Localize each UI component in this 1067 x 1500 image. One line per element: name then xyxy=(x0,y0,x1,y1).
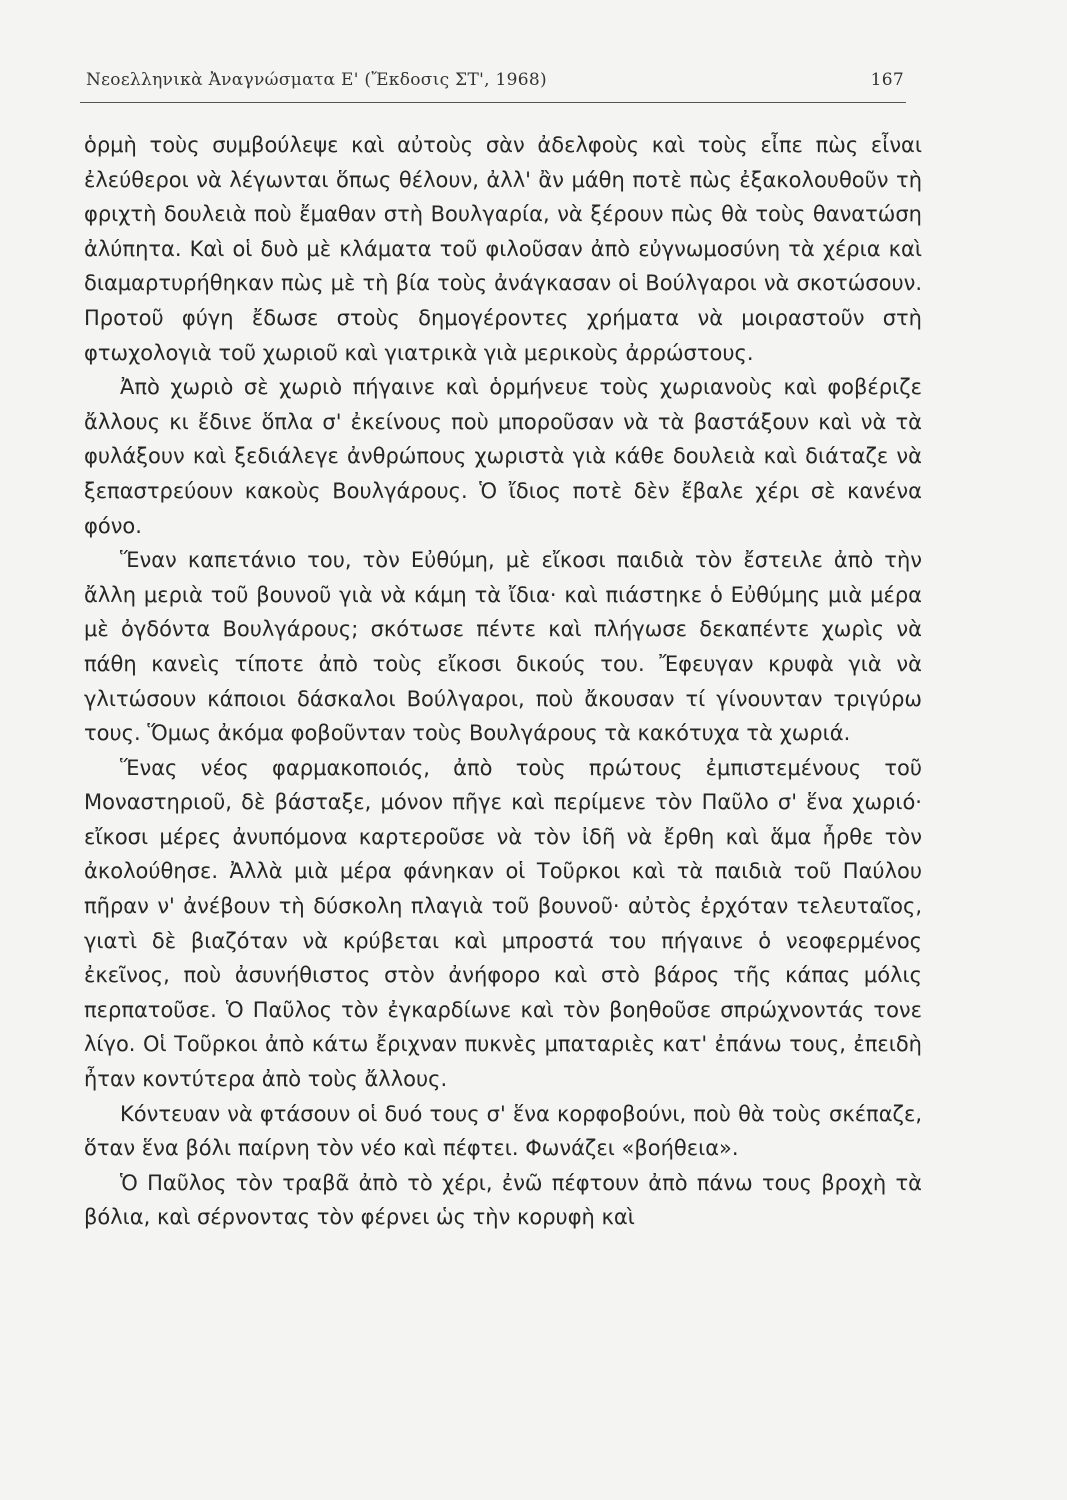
running-title: Νεοελληνικὰ Ἀναγνώσματα Ε' (Ἔκδοσις ΣΤ', 1968) xyxy=(86,70,547,90)
running-header xyxy=(86,70,904,90)
paragraph: Ὁ Παῦλος τὸν τραβᾶ ἀπὸ τὸ χέρι, ἐνῶ πέφτουν ἀπὸ πάνω τους βροχὴ τὰ βόλια, καὶ σέρνοντας τὸν φέρνει ὡς τὴν κορυφὴ καὶ xyxy=(84,1170,922,1230)
header-rule xyxy=(80,102,906,103)
paragraph: ὁρμὴ τοὺς συμβούλεψε καὶ αὐτοὺς σὰν ἀδελφοὺς καὶ τοὺς εἶπε πὼς εἶναι ἐλεύθεροι νὰ λέγωνται ὅπως θέλουν, ἀλλ' ἂν μάθη ποτὲ πὼς ἐξακολουθοῦν τὴ φριχτὴ δουλειὰ ποὺ ἔμαθαν στὴ Βουλγαρία, νὰ ξέρουν πὼς θὰ τοὺς θανατώση ἀλύπητα. Καὶ οἱ δυὸ μὲ κλάματα τοῦ φιλοῦσαν ἀπὸ εὐγνωμοσύνη τὰ χέρια καὶ διαμαρτυρήθηκαν πὼς μὲ τὴ βία τοὺς ἀνάγκασαν οἱ Βούλγαροι νὰ σκοτώσουν. Προτοῦ φύγη ἔδωσε στοὺς δημογέροντες χρήματα νὰ μοιραστοῦν στὴ φτωχολογιὰ τοῦ χωριοῦ καὶ γιατρικὰ γιὰ μερικοὺς ἀρρώστους. xyxy=(84,133,922,365)
paragraph: Ἕναν καπετάνιο του, τὸν Εὐθύμη, μὲ εἴκοσι παιδιὰ τὸν ἔστειλε ἀπὸ τὴν ἄλλη μεριὰ τοῦ βουνοῦ γιὰ νὰ κάμη τὰ ἴδια· καὶ πιάστηκε ὁ Εὐθύμης μιὰ μέρα μὲ ὀγδόντα Βουλγάρους; σκότωσε πέντε καὶ πλήγωσε δεκαπέντε χωρὶς νὰ πάθη κανεὶς τίποτε ἀπὸ τοὺς εἴκοσι δικούς του. Ἔφευγαν κρυφὰ γιὰ νὰ γλιτώσουν κάποιοι δάσκαλοι Βούλγαροι, ποὺ ἄκουσαν τί γίνουνταν τριγύρω τους. Ὅμως ἀκόμα φοβοῦνταν τοὺς Βουλγάρους τὰ κακότυχα τὰ χωριά. xyxy=(84,548,922,746)
page-number: 167 xyxy=(870,70,904,90)
paragraph: Ἕνας νέος φαρμακοποιός, ἀπὸ τοὺς πρώτους ἐμπιστεμένους τοῦ Μοναστηριοῦ, δὲ βάσταξε, μόνον πῆγε καὶ περίμενε τὸν Παῦλο σ' ἕνα χωριό· εἴκοσι μέρες ἀνυπόμονα καρτεροῦσε νὰ τὸν ἰδῆ νὰ ἔρθη καὶ ἅμα ἦρθε τὸν ἀκολούθησε. Ἀλλὰ μιὰ μέρα φάνηκαν οἱ Τοῦρκοι καὶ τὰ παιδιὰ τοῦ Παύλου πῆραν ν' ἀνέβουν τὴ δύσκολη πλαγιὰ τοῦ βουνοῦ· αὐτὸς ἐρχόταν τελευταῖος, γιατὶ δὲ βιαζόταν νὰ κρύβεται καὶ μπροστά του πήγαινε ὁ νεοφερμένος ἐκεῖνος, ποὺ ἀσυνήθιστος στὸν ἀνήφορο καὶ στὸ βάρος τῆς κάπας μόλις περπατοῦσε. Ὁ Παῦλος τὸν ἐγκαρδίωνε καὶ τὸν βοηθοῦσε σπρώχνοντάς τονε λίγο. Οἱ Τοῦρκοι ἀπὸ κάτω ἔριχναν πυκνὲς μπαταριὲς κατ' ἐπάνω τους, ἐπειδὴ ἦταν κοντύτερα ἀπὸ τοὺς ἄλλους. xyxy=(84,755,922,1092)
body-text xyxy=(84,128,922,1235)
paragraph: Ἀπὸ χωριὸ σὲ χωριὸ πήγαινε καὶ ὁρμήνευε τοὺς χωριανοὺς καὶ φοβέριζε ἄλλους κι ἔδινε ὅπλα σ' ἐκείνους ποὺ μποροῦσαν νὰ τὰ βαστάξουν καὶ νὰ τὰ φυλάξουν καὶ ξεδιάλεγε ἀνθρώπους χωριστὰ γιὰ κάθε δουλειὰ καὶ διάταζε νὰ ξεπαστρεύουν κακοὺς Βουλγάρους. Ὁ ἴδιος ποτὲ δὲν ἔβαλε χέρι σὲ κανένα φόνο. xyxy=(84,375,922,538)
paragraph: Κόντευαν νὰ φτάσουν οἱ δυό τους σ' ἕνα κορφοβούνι, ποὺ θὰ τοὺς σκέπαζε, ὅταν ἕνα βόλι παίρνη τὸν νέο καὶ πέφτει. Φωνάζει «βοήθεια». xyxy=(84,1101,922,1161)
